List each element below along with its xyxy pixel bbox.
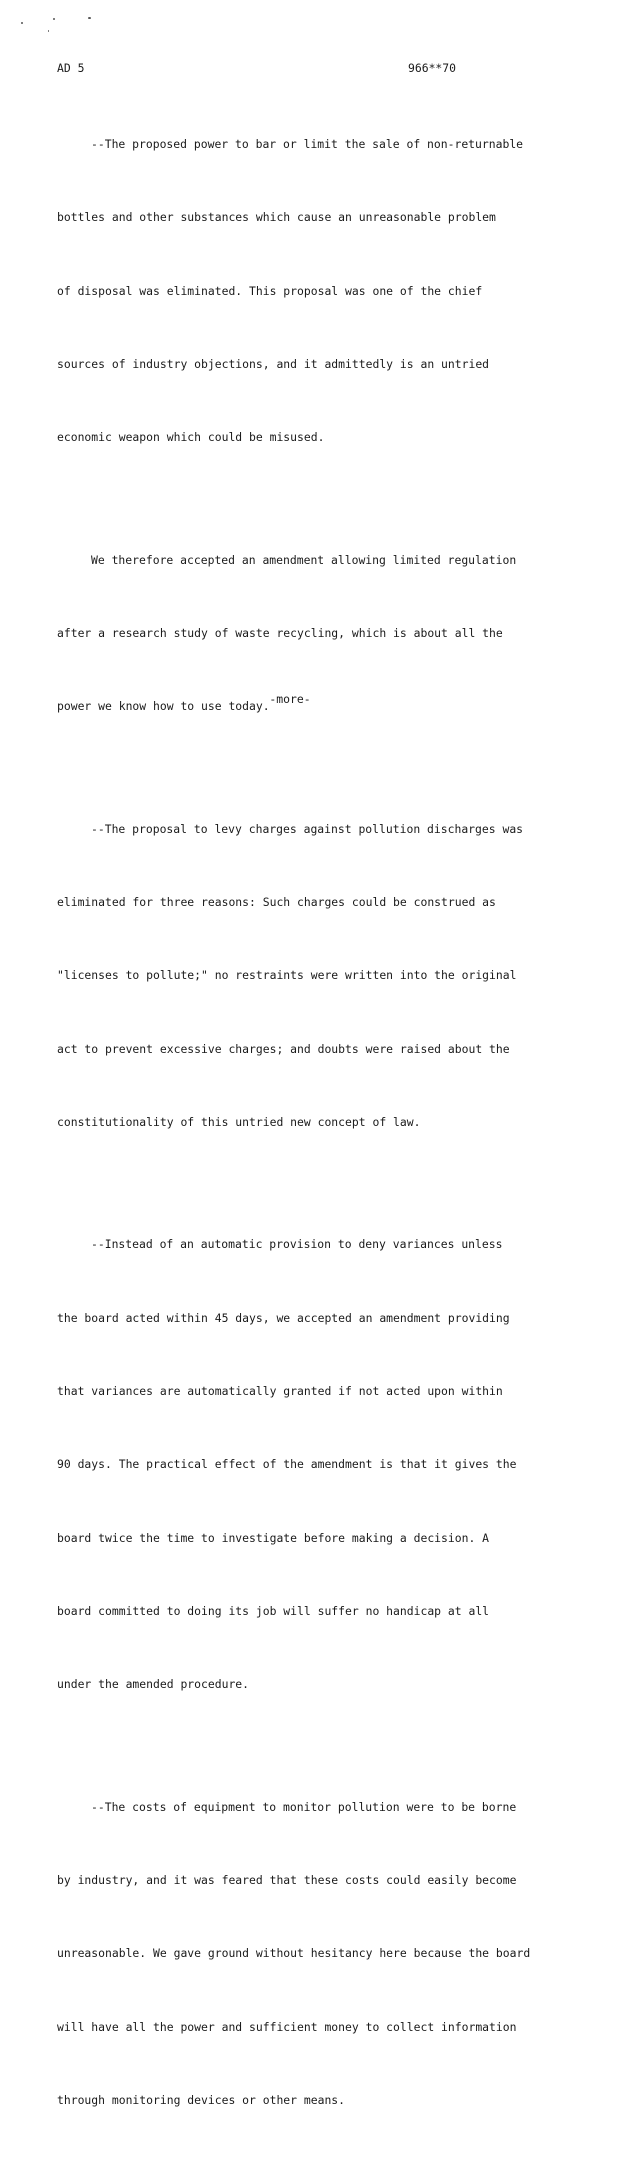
text-line: eliminated for three reasons: Such charges could be construed as [57, 894, 496, 909]
document-code: AD 5 [57, 61, 85, 75]
text-line: "licenses to pollute;" no restraints were written into the original [57, 968, 517, 983]
text-line: We therefore accepted an amendment allowing limited regulation [91, 552, 517, 567]
page-header [57, 59, 560, 77]
text-line: of disposal was eliminated. This proposal was one of the chief [57, 283, 483, 298]
text-line: bottles and other substances which cause an unreasonable problem [57, 210, 496, 225]
text-line: that variances are automatically granted if not acted upon within [57, 1384, 503, 1399]
text-line: 90 days. The practical effect of the amendment is that it gives the [57, 1457, 517, 1472]
page-reference: 966**70 [408, 61, 457, 75]
text-line: constitutionality of this untried new concept of law. [57, 1115, 421, 1130]
scan-speck [48, 30, 49, 32]
text-line: economic weapon which could be misused. [57, 430, 325, 445]
text-line: act to prevent excessive charges; and doubts were raised about the [57, 1041, 510, 1056]
scan-speck [21, 22, 23, 24]
text-line: unreasonable. We gave ground without hesitancy here because the board [57, 1946, 531, 1961]
text-line: under the amended procedure. [57, 1677, 250, 1692]
text-line: sources of industry objections, and it admittedly is an untried [57, 356, 490, 371]
text-line: --The proposed power to bar or limit the sale of non-returnable [91, 136, 524, 151]
text-line: --Instead of an automatic provision to deny variances unless [91, 1237, 503, 1252]
paragraph-4 [57, 1183, 577, 1745]
text-line: board committed to doing its job will suffer no handicap at all [57, 1604, 490, 1619]
text-line: power we know how to use today. [57, 699, 270, 714]
paragraph-5 [57, 1746, 577, 2162]
paragraph-2 [57, 499, 577, 768]
text-line: board twice the time to investigate before making a decision. A [57, 1530, 490, 1545]
text-line: the board acted within 45 days, we accepted an amendment providing [57, 1310, 510, 1325]
scan-speck [53, 18, 55, 20]
text-line: through monitoring devices or other means. [57, 2093, 346, 2108]
text-line: --The proposal to levy charges against pollution discharges was [91, 821, 524, 836]
text-line: by industry, and it was feared that these costs could easily become [57, 1873, 517, 1888]
text-line: --The costs of equipment to monitor pollution were to be borne [91, 1799, 517, 1814]
paragraph-3 [57, 768, 577, 1184]
paragraph-1 [57, 83, 577, 499]
scan-speck [88, 17, 91, 19]
continued-marker: -more- [269, 692, 311, 706]
page-footer [0, 690, 620, 708]
document-body [57, 83, 577, 2162]
text-line: will have all the power and sufficient money to collect information [57, 2019, 517, 2034]
text-line: after a research study of waste recycling, which is about all the [57, 625, 503, 640]
